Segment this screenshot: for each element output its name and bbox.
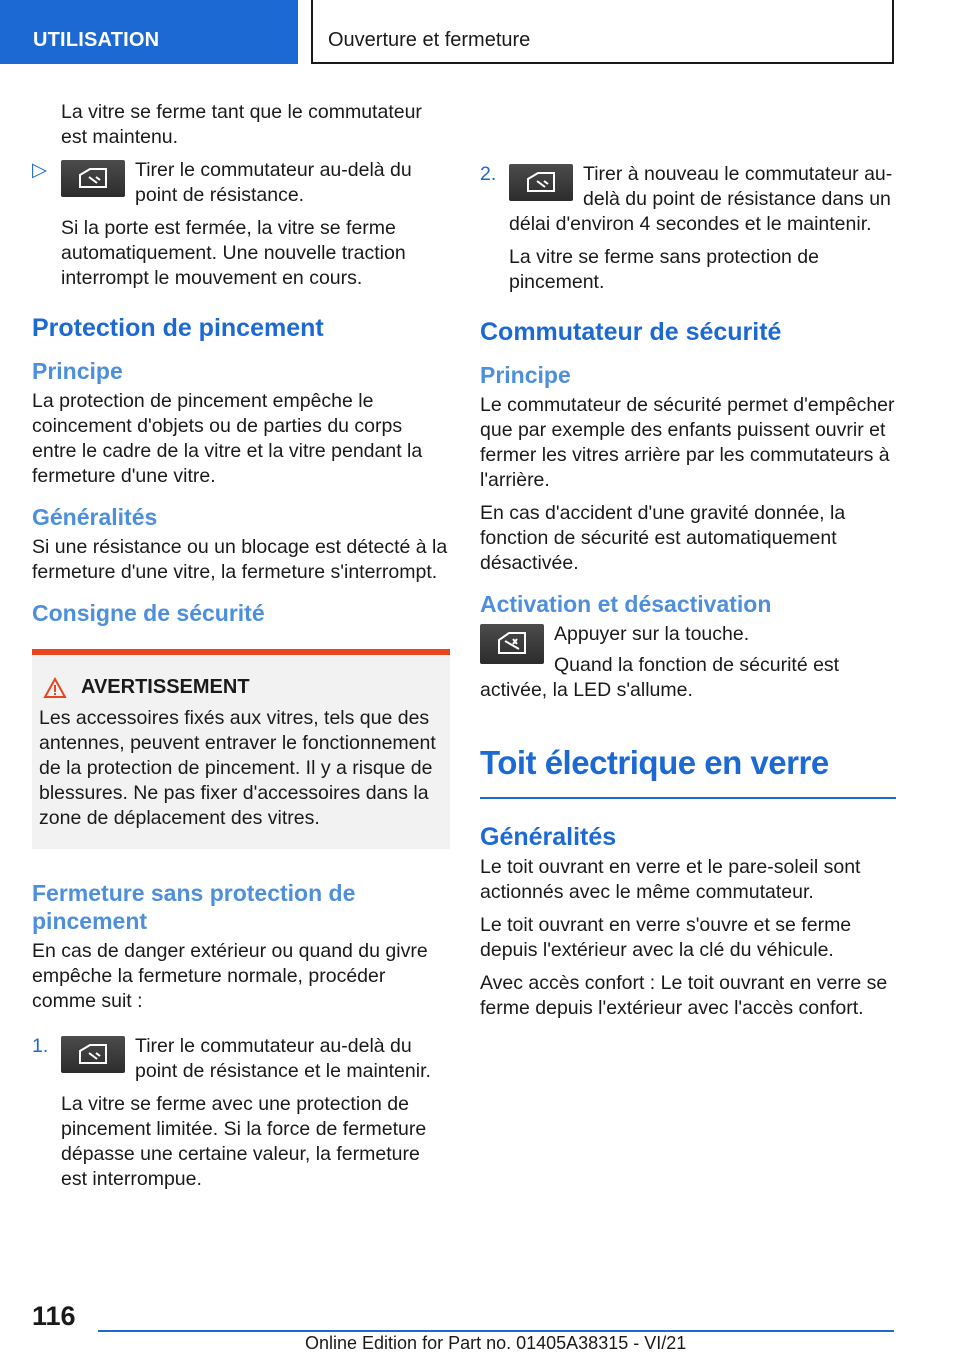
toit-text-2: Le toit ouvrant en verre s'ouvre et se ferme depuis l'extérieur avec la clé du véhicule.: [480, 914, 852, 961]
activation-text-2: Quand la fonction de sécurité est activée, la LED s'allume.: [480, 654, 840, 701]
generalites-text: Si une résistance ou un blocage est détecté à la fermeture d'une vitre, la fermeture s'interrompt.: [32, 536, 448, 583]
intro-text: La vitre se ferme tant que le commutateur est maintenu.: [61, 101, 422, 148]
heading-fermeture: Fermeture sans protection de pincement: [32, 880, 356, 934]
heading-consigne: Consigne de sécurité: [32, 600, 265, 626]
heading-toit: Toit électrique en verre: [480, 741, 896, 799]
step-2-marker: 2.: [480, 163, 497, 185]
child-lock-switch-icon: [480, 624, 544, 664]
warning-triangle-icon: [43, 677, 67, 699]
step-2: [480, 162, 896, 237]
step-text: Tirer le commutateur au-delà du point de résistance.: [135, 159, 412, 206]
window-switch-icon: [61, 160, 125, 197]
step-followup: Si la porte est fermée, la vitre se ferme automatiquement. Une nouvelle traction interrompt le mouvement en cours.: [61, 217, 406, 289]
step-2-text: Tirer à nouveau le commutateur au-delà du point de résistance dans un délai d'environ 4 secondes et le maintenir.: [509, 163, 893, 235]
warning-title-row: [39, 675, 442, 700]
step-1: [32, 1034, 450, 1084]
left-column: [32, 100, 450, 1200]
principe-text: La protection de pincement empêche le coincement d'objets ou de parties du corps entre le cadre de la vitre et la vitre pendant la fermeture d'une vitre.: [32, 390, 423, 487]
page-number: 116: [32, 1301, 76, 1331]
step-1-marker: 1.: [32, 1035, 49, 1057]
activation-block: [480, 622, 896, 711]
header-section-tab: [0, 0, 298, 64]
step-marker: ▷: [32, 159, 47, 181]
heading-principe: Principe: [32, 358, 123, 384]
window-switch-icon: [61, 1036, 125, 1073]
toit-text-1: Le toit ouvrant en verre et le pare-soleil sont actionnés avec le même commutateur.: [480, 856, 861, 903]
warning-title: AVERTISSEMENT: [81, 676, 250, 698]
activation-text-1: Appuyer sur la touche.: [554, 623, 750, 645]
header-section-label: UTILISATION: [33, 29, 160, 51]
footer-edition: Online Edition for Part no. 01405A38315 - VI/21: [305, 1333, 687, 1353]
footer-divider: [98, 1330, 894, 1332]
warning-box: [32, 649, 450, 849]
window-switch-icon: [509, 164, 573, 201]
heading-commutateur: Commutateur de sécurité: [480, 318, 782, 346]
step-1-followup: La vitre se ferme avec une protection de pincement limitée. Si la force de fermeture dépasse une certaine valeur, la fermeture est interrompue.: [61, 1093, 427, 1190]
principe-text: Le commutateur de sécurité permet d'empêcher que par exemple des enfants puissent ouvrir et fermer les vitres arrière par les commutateurs à l'arrière.: [480, 394, 895, 491]
step-bullet: [32, 158, 450, 208]
step-1-text: Tirer le commutateur au-delà du point de résistance et le maintenir.: [135, 1035, 431, 1082]
principe-text-2: En cas d'accident d'une gravité donnée, la fonction de sécurité est automatiquement désactivée.: [480, 502, 846, 574]
step-2-followup: La vitre se ferme sans protection de pincement.: [509, 246, 819, 293]
heading-protection: Protection de pincement: [32, 314, 324, 342]
heading-activation: Activation et désactivation: [480, 591, 772, 617]
fermeture-text: En cas de danger extérieur ou quand du givre empêche la fermeture normale, procéder comme suit :: [32, 940, 428, 1012]
heading-principe: Principe: [480, 362, 571, 388]
warning-text: Les accessoires fixés aux vitres, tels que des antennes, peuvent entraver le fonctionnement de la protection de pincement. Il y a risque de blessures. Ne pas fixer d'accessoires dans la zone de déplacement des vitres.: [39, 707, 436, 829]
header-chapter-label: Ouverture et fermeture: [328, 29, 531, 51]
heading-generalites: Généralités: [32, 504, 158, 530]
header-chapter-tab: [311, 0, 894, 64]
toit-text-3: Avec accès confort : Le toit ouvrant en verre se ferme depuis l'extérieur avec l'accès confort.: [480, 972, 888, 1019]
heading-generalites: Généralités: [480, 823, 617, 851]
right-column: [480, 100, 896, 1029]
